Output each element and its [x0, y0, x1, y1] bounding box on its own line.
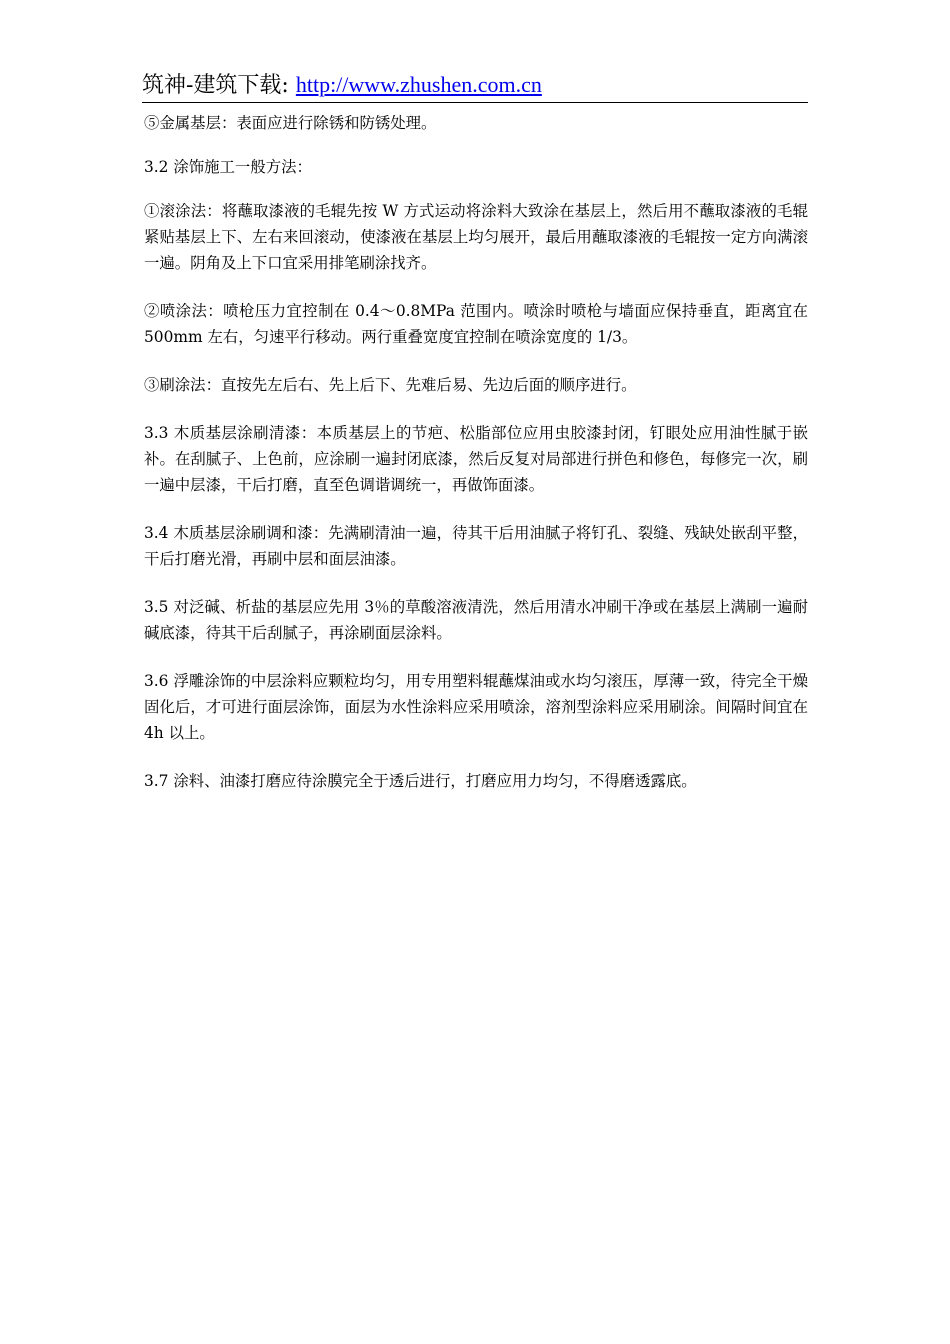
site-url-link[interactable]: http://www.zhushen.com.cn [295, 72, 542, 97]
paragraph-section-3-5: 3.5 对泛碱、析盐的基层应先用 3％的草酸溶液清洗，然后用清水冲刷干净或在基层上满刷一遍耐碱底漆，待其干后刮腻子，再涂刷面层涂料。 [144, 598, 808, 642]
paragraph-brush-method: ③刷涂法：直按先左后右、先上后下、先难后易、先边后面的顺序进行。 [144, 376, 637, 394]
section-heading-3-2: 3.2 涂饰施工一般方法： [144, 158, 312, 176]
page-header [142, 70, 808, 103]
paragraph-section-3-7: 3.7 涂料、油漆打磨应待涂膜完全于透后进行，打磨应用力均匀，不得磨透露底。 [144, 772, 697, 790]
paragraph-spray-method: ②喷涂法：喷枪压力宜控制在 0.4～0.8MPa 范围内。喷涂时喷枪与墙面应保持垂直，距离宜在 500mm 左右，匀速平行移动。两行重叠宽度宜控制在喷涂宽度的 1/3。 [144, 302, 808, 346]
site-name: 筑神-建筑下载: [142, 73, 296, 98]
document-body [144, 110, 808, 816]
paragraph-roller-method: ①滚涂法：将蘸取漆液的毛辊先按 W 方式运动将涂料大致涂在基层上，然后用不蘸取漆液的毛辊紧贴基层上下、左右来回滚动，使漆液在基层上均匀展开，最后用蘸取漆液的毛辊按一定方向满滚一遍。阴角及上下口宜采用排笔刷涂找齐。 [144, 202, 808, 272]
paragraph-section-3-6: 3.6 浮雕涂饰的中层涂料应颗粒均匀，用专用塑料辊蘸煤油或水均匀滚压，厚薄一致，待完全干燥固化后，才可进行面层涂饰，面层为水性涂料应采用喷涂，溶剂型涂料应采用刷涂。间隔时间宜在 4h 以上。 [144, 672, 808, 742]
paragraph-section-3-3: 3.3 木质基层涂刷清漆：本质基层上的节疤、松脂部位应用虫胶漆封闭，钉眼处应用油性腻于嵌补。在刮腻子、上色前，应涂刷一遍封闭底漆，然后反复对局部进行拼色和修色，每修完一次，刷一遍中层漆，干后打磨，直至色调谐调统一，再做饰面漆。 [144, 424, 808, 494]
paragraph-metal-substrate: ⑤金属基层：表面应进行除锈和防锈处理。 [144, 114, 437, 132]
paragraph-section-3-4: 3.4 木质基层涂刷调和漆：先满刷清油一遍，待其干后用油腻子将钉孔、裂缝、残缺处嵌刮平整，干后打磨光滑，再刷中层和面层油漆。 [144, 524, 808, 568]
